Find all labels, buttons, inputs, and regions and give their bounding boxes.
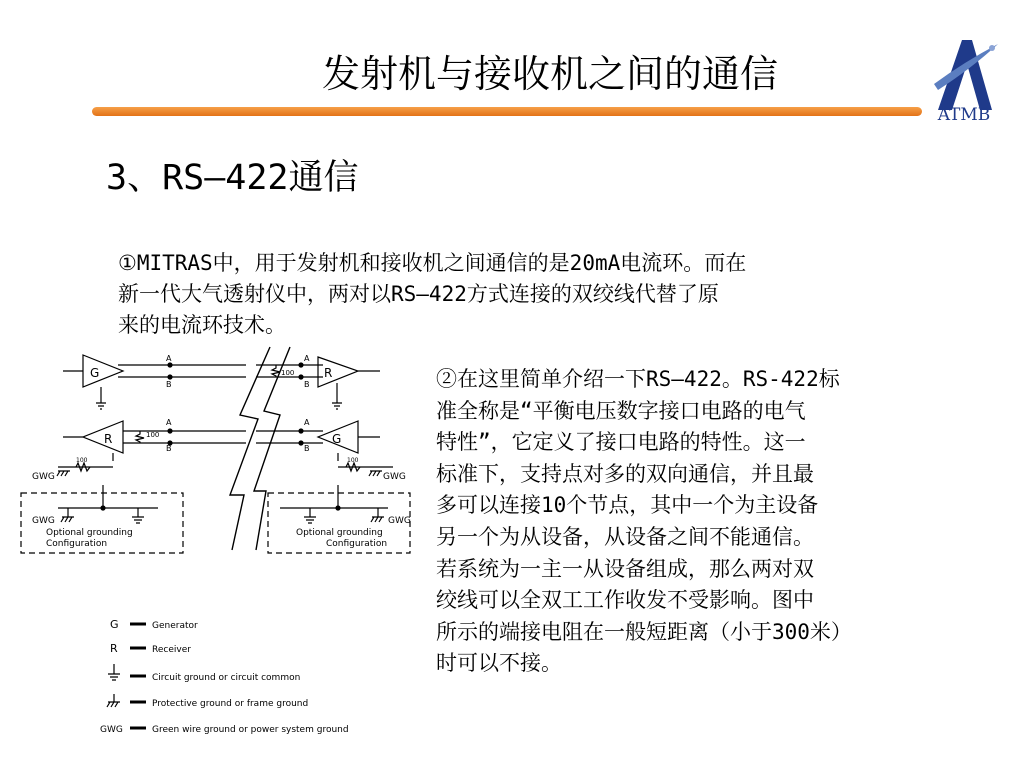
legend-text: Receiver [152, 645, 191, 655]
circuit-ground-icon [108, 664, 120, 680]
legend-item-receiver [110, 642, 191, 655]
ground-right [338, 457, 406, 482]
paragraph-2-line: 标准下，支持点对多的双向通信，并且最 [436, 461, 814, 486]
paragraph-1-line: ①MITRAS中，用于发射机和接收机之间通信的是20mA电流环。而在 [118, 251, 747, 275]
line-b-label: B [304, 444, 310, 453]
optional-grounding-sublabel: Configuration [326, 539, 388, 549]
legend-text: Circuit ground or circuit common [152, 673, 301, 683]
paragraph-2-line: ②在这里简单介绍一下RS—422。RS-422标 [436, 367, 840, 391]
line-b-label: B [166, 444, 172, 453]
legend-symbol: G [110, 618, 119, 631]
paragraph-2-line: 若系统为一主一从设备组成，那么两对双 [436, 556, 814, 581]
slide-title: 发射机与接收机之间的通信 [321, 52, 778, 96]
line-a-label: A [166, 354, 172, 363]
paragraph-2-line: 另一个为从设备，从设备之间不能通信。 [436, 524, 814, 549]
legend-symbol: GWG [100, 725, 123, 735]
legend-item-circuit-ground [108, 664, 300, 683]
logo-text: ATMB [937, 105, 991, 125]
paragraph-1 [118, 248, 948, 341]
gwg-label: GWG [383, 472, 406, 482]
paragraph-2-line: 准全称是“平衡电压数字接口电路的电气 [436, 398, 806, 423]
section-heading: 3、RS—422通信 [106, 158, 359, 198]
optional-grounding-right [268, 485, 411, 553]
generator-label: G [332, 432, 342, 446]
line-a-label: A [166, 418, 172, 427]
generator-label: G [90, 366, 100, 380]
legend-text: Green wire ground or power system ground [152, 725, 349, 735]
ground-resistor-label: 100 [347, 457, 359, 464]
diagram-legend [100, 610, 430, 740]
legend-item-protective-ground [107, 694, 308, 709]
protective-ground-icon [107, 694, 120, 707]
legend-text: Protective ground or frame ground [152, 699, 309, 709]
termination-resistor-label: 100 [281, 369, 295, 377]
legend-symbol: R [110, 642, 118, 655]
rs422-wiring-diagram [18, 345, 413, 560]
circuit-ground-icon [332, 403, 342, 409]
paragraph-2-line: 多可以连接10个节点，其中一个为主设备 [436, 493, 819, 518]
line-a-label: A [304, 354, 310, 363]
paragraph-2-line: 时可以不接。 [436, 651, 562, 676]
receiver-label: R [104, 432, 113, 446]
generator-triangle [83, 355, 123, 387]
paragraph-2-line: 绞线可以全双工工作收发不受影响。图中 [436, 588, 814, 613]
paragraph-2-line: 所示的端接电阻在一般短距离（小于300米） [436, 619, 852, 644]
line-b-label: B [304, 380, 310, 389]
gwg-label: GWG [32, 472, 55, 482]
optional-grounding-left [21, 485, 183, 553]
ground-resistor-label: 100 [76, 457, 88, 464]
line-b-label: B [166, 380, 172, 389]
termination-resistor [136, 431, 144, 443]
receiver-label: R [324, 366, 333, 380]
paragraph-1-line: 新一代大气透射仪中，两对以RS—422方式连接的双绞线代替了原 [118, 282, 719, 306]
pair-2 [63, 418, 380, 461]
ground-left [32, 457, 113, 482]
optional-grounding-label: Optional grounding [46, 528, 133, 538]
paragraph-2-line: 特性”，它定义了接口电路的特性。这一 [436, 430, 806, 455]
legend-item-generator [110, 618, 198, 631]
legend-item-gwg [100, 725, 349, 735]
legend-text: Generator [152, 621, 198, 631]
title-underline [92, 107, 922, 116]
protective-ground-icon [369, 471, 382, 476]
paragraph-2 [436, 364, 981, 680]
pair-1 [63, 354, 380, 409]
protective-ground-icon [57, 471, 70, 476]
optional-grounding-sublabel: Configuration [46, 539, 108, 549]
circuit-ground-icon [96, 403, 106, 409]
line-a-label: A [304, 418, 310, 427]
gwg-label: GWG [32, 516, 55, 526]
paragraph-1-line: 来的电流环技术。 [118, 313, 286, 337]
termination-resistor-label: 100 [146, 431, 160, 439]
optional-grounding-label: Optional grounding [296, 528, 383, 538]
receiver-triangle [83, 421, 123, 453]
gwg-label: GWG [388, 516, 411, 526]
